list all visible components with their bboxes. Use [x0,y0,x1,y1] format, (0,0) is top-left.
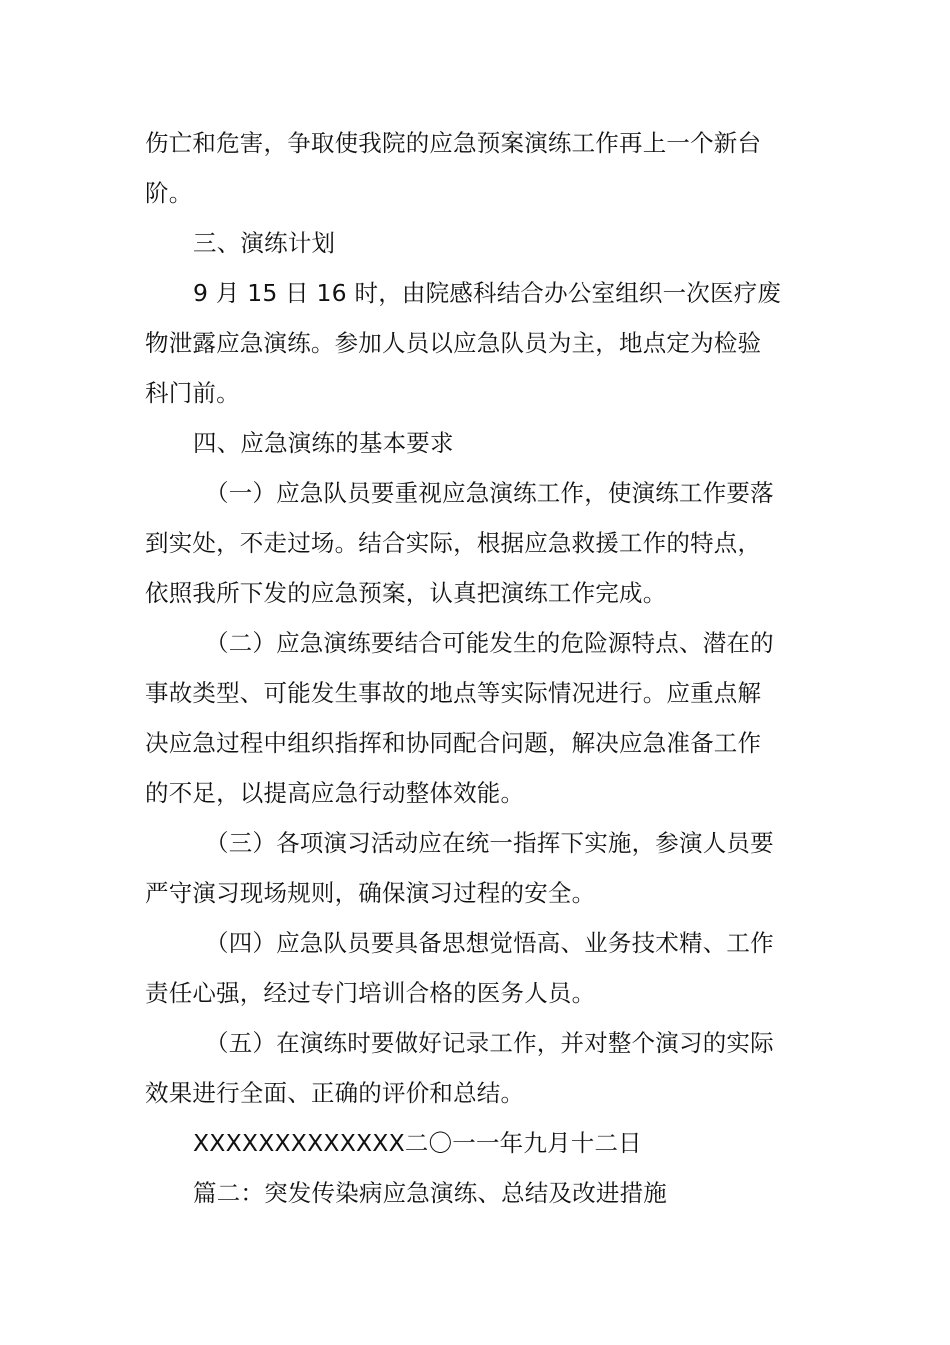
text-line: 依照我所下发的应急预案，认真把演练工作完成。 [145,579,667,607]
text-line: （一）应急队员要重视应急演练工作，使演练工作要落 [205,479,774,507]
text-line: 的不足，以提高应急行动整体效能。 [145,779,525,807]
section-heading: 三、演练计划 [193,229,336,257]
text-line: 事故类型、可能发生事故的地点等实际情况进行。应重点解 [145,679,762,707]
text-line: 伤亡和危害，争取使我院的应急预案演练工作再上一个新台 [145,129,762,157]
date-line: XXXXXXXXXXXXX二〇一一年九月十二日 [193,1129,642,1157]
text-line: 9 月 15 日 16 时，由院感科结合办公室组织一次医疗废 [193,279,782,307]
text-line: （五）在演练时要做好记录工作，并对整个演习的实际 [205,1029,774,1057]
text-line: （二）应急演练要结合可能发生的危险源特点、潜在的 [205,629,774,657]
section-heading: 四、应急演练的基本要求 [193,429,454,457]
text-line: （三）各项演习活动应在统一指挥下实施，参演人员要 [205,829,774,857]
text-line: 到实处，不走过场。结合实际，根据应急救援工作的特点， [145,529,762,557]
text-line: 阶。 [145,179,193,207]
section-heading: 篇二：突发传染病应急演练、总结及改进措施 [193,1179,667,1207]
text-line: 科门前。 [145,379,240,407]
text-line: 效果进行全面、正确的评价和总结。 [145,1079,525,1107]
text-line: （四）应急队员要具备思想觉悟高、业务技术精、工作 [205,929,774,957]
text-line: 严守演习现场规则，确保演习过程的安全。 [145,879,596,907]
text-line: 决应急过程中组织指挥和协同配合问题，解决应急准备工作 [145,729,762,757]
text-line: 物泄露应急演练。参加人员以应急队员为主，地点定为检验 [145,329,762,357]
text-line: 责任心强，经过专门培训合格的医务人员。 [145,979,596,1007]
